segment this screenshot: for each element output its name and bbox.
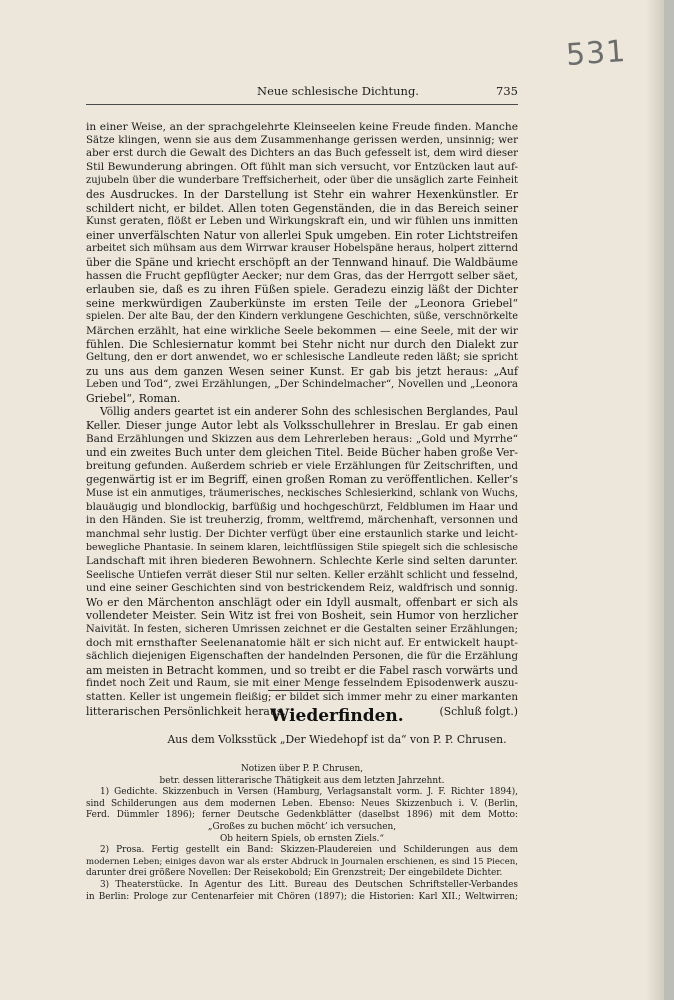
text-line: aber erst durch die Gewalt des Dichters an das Buch gefesselt ist, dem wird dieser [86,148,518,160]
notes-heading: Notizen über P. P. Chrusen, [240,764,364,774]
motto-line: Ob heitern Spiels, ob ernsten Ziels.“ [219,833,385,844]
text-line: Leben und Tod“, zwei Erzählungen, „Der Schindelmacher“, Novellen und „Leonora [86,379,518,391]
text-line: sächlich diejenigen Eigenschaften der handelnden Personen, die für die Erzählung [86,651,518,663]
text-line: in den Händen. Sie ist treuherzig, fromm, weltfremd, märchenhaft, versonnen und [86,514,518,527]
text-line: gegenwärtig ist er im Begriff, einen großen Roman zu veröffentlichen. Keller’s [86,473,518,487]
text-line: fühlen. Die Schlesiernatur kommt bei Stehr nicht nur durch den Dialekt zur [86,337,518,351]
text-line: Stil Bewunderung abringen. Oft fühlt man sich versucht, vor Entzücken laut auf- [86,160,518,173]
text-line: spielen. Der alte Bau, der den Kindern verklungene Geschichten, süße, verschnörkelte [86,311,518,323]
text-line: Märchen erzählt, hat eine wirkliche Seele bekommen — eine Seele, mit der wir [86,323,518,337]
text-line: zu uns aus dem ganzen Wesen seiner Kunst. Er gab bis jetzt heraus: „Auf [86,364,518,378]
running-head [86,84,518,102]
text-line: Landschaft mit ihren biederen Bewohnern. Schlechte Kerle sind selten darunter. [86,555,518,567]
note-line: sind Schilderungen aus dem modernen Leben. Ebenso: Neues Skizzenbuch i. V. (Berlin, [86,798,518,809]
text-line: litterarischen Persönlichkeit heraus. [86,704,286,718]
text-line: und ein zweites Buch unter dem gleichen Titel. Beide Bücher haben große Ver- [86,446,518,460]
text-line: hassen die Frucht gepflügter Aecker; nur dem Gras, das der Herrgott selber säet, [86,269,518,282]
text-line: blauäugig und blondlockig, barfüßig und hochgeschürzt, Feldblumen im Haar und [86,500,518,513]
text-line: arbeitet sich mühsam aus dem Wirrwar krauser Hobelspäne heraus, holpert zitternd [86,243,518,255]
running-title: Neue schlesische Dichtung. [257,84,419,98]
note-line: 1) Gedichte. Skizzenbuch in Versen (Hamburg, Verlagsanstalt vorm. J. F. Richter 1894), [100,787,518,798]
text-line: doch mit ernsthafter Seelenanatomie hält er sich nicht auf. Er entwickelt haupt- [86,636,518,649]
section-divider [268,690,340,691]
text-line: über die Späne und kriecht erschöpft an der Tennwand hinauf. Die Waldbäume [86,255,518,269]
page-number: 735 [496,84,518,98]
text-line: statten. Keller ist ungemein fleißig; er bildet sich immer mehr zu einer markanten [86,690,518,703]
text-line: Naivität. In festen, sicheren Umrissen zeichnet er die Gestalten seiner Erzählungen; [86,623,518,635]
section-subtitle: Aus dem Volksstück „Der Wiedehopf ist da“ von P. P. Chrusen. [167,733,507,746]
author-notes [86,764,518,903]
text-line: des Ausdruckes. In der Darstellung ist Stehr ein wahrer Hexenkünstler. Er [86,187,518,201]
text-line: vollendeter Meister. Sein Witz ist frei von Bosheit, sein Humor von herzlicher [86,609,518,623]
text-line: zujubeln über die wunderbare Treffsicherheit, oder über die unsäglich zarte Feinheit [86,175,518,187]
text-line: einer unverfälschten Natur von allerlei Spuk umgeben. Ein roter Lichtstreifen [86,228,518,242]
text-line: am meisten in Betracht kommen, und so treibt er die Fabel rasch vorwärts und [86,663,518,677]
note-line: in Berlin: Prologe zur Centenarfeier mit Chören (1897); die Historien: Karl XII.; Weltwirren; [86,891,518,902]
text-line: und eine seiner Geschichten sind von bestrickendem Reiz, waldfrisch und sonnig. [86,582,518,595]
text-line: manchmal sehr lustig. Der Dichter verfügt über eine erstaunlich starke und leicht- [86,528,518,540]
text-line: in einer Weise, an der sprachgelehrte Kleinseelen keine Freude finden. Manche [86,120,518,133]
text-line: schildert nicht, er bildet. Allen toten Gegenständen, die in das Bereich seiner [86,201,518,215]
note-line: darunter drei größere Novellen: Der Reisekobold; Ein Grenzstreit; Der eingebildete Dichter. [86,868,503,879]
end-note: (Schluß folgt.) [439,704,518,718]
text-line: breitung gefunden. Außerdem schrieb er viele Erzählungen für Zeitschriften, und [86,459,518,472]
text-line: erlauben sie, daß es zu ihren Füßen spiele. Geradezu einzig läßt der Dichter [86,283,518,297]
text-line: findet noch Zeit und Raum, sie mit einer Menge fesselndem Episodenwerk auszu- [86,677,518,690]
text-line: Keller. Dieser junge Autor lebt als Volksschullehrer in Breslau. Er gab einen [86,419,518,433]
text-line: Wo er den Märchenton anschlägt oder ein Idyll ausmalt, offenbart er sich als [86,595,518,609]
text-line: bewegliche Phantasie. In seinem klaren, leichtflüssigen Stile spiegelt sich die schlesische [86,542,518,554]
text-line: Muse ist ein anmutiges, träumerisches, neckisches Schlesierkind, schlank von Wuchs, [86,488,518,500]
header-rule [86,104,518,105]
article-body [86,120,518,718]
text-line: Völlig anders geartet ist ein anderer Sohn des schlesischen Berglandes, Paul [100,405,518,419]
note-line: modernen Leben; einiges davon war als erster Abdruck in Journalen erschienen, es sind 15 Piecen, [86,856,518,867]
page-gutter-shadow [646,0,664,1000]
text-line: Kunst geraten, flößt er Leben und Wirkungskraft ein, und wir fühlen uns inmitten [86,215,518,228]
note-line: 3) Theaterstücke. In Agentur des Litt. Bureau des Deutschen Schriftsteller-Verbandes [100,879,518,890]
text-line: Griebel“, Roman. [86,391,181,405]
note-line: Ferd. Dümmler 1896); ferner Deutsche Gedenkblätter (daselbst 1896) mit dem Motto: [86,810,518,821]
text-line: Sätze klingen, wenn sie aus dem Zusammenhange gerissen werden, unsinnig; wer [86,133,518,146]
text-line: seine merkwürdigen Zauberkünste im ersten Teile der „Leonora Griebel“ [86,296,518,310]
scan-border [664,0,674,1000]
text-line: Seelische Untiefen verrät dieser Stil nur selten. Keller erzählt schlicht und fesselnd, [86,569,518,581]
archive-page-stamp: 531 [564,33,628,74]
section-title: Wiederfinden. [270,706,404,726]
notes-subheading: betr. dessen litterarische Thätigkeit aus dem letzten Jahrzehnt. [159,775,445,786]
motto-line: „Großes zu buchen möcht’ ich versuchen, [207,821,397,832]
text-line: Band Erzählungen und Skizzen aus dem Lehrerleben heraus: „Gold und Myrrhe“ [86,432,518,445]
note-line: 2) Prosa. Fertig gestellt ein Band: Skizzen-Plaudereien und Schilderungen aus dem [100,845,518,856]
text-line: Geltung, den er dort anwendet, wo er schlesische Landleute reden läßt; sie spricht [86,352,518,364]
